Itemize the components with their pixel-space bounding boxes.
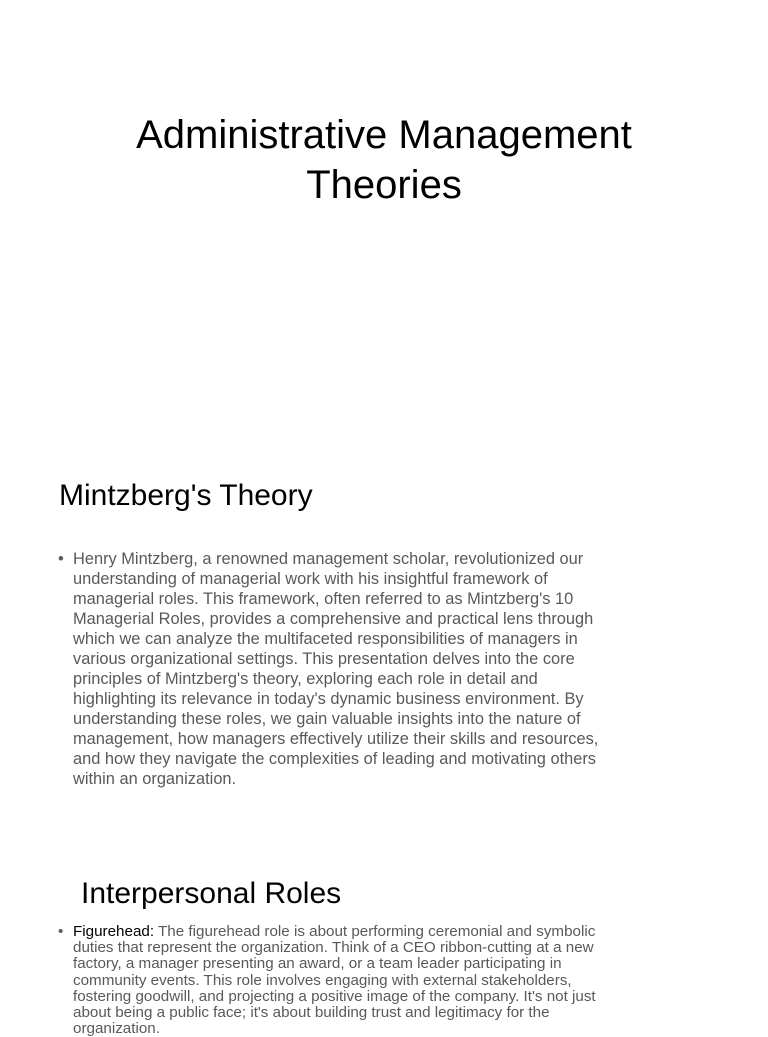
presentation-title: [0, 110, 768, 210]
bullet-line: factory, a manager presenting an award, or a team leader participating in: [73, 955, 562, 973]
bullet-line: and how they navigate the complexities of leading and motivating others: [73, 750, 597, 768]
bullet-text: Henry Mintzberg, a renowned management scholar, revolutionized our: [73, 550, 584, 568]
bullet-line: community events. This role involves engaging with external stakeholders,: [73, 971, 572, 989]
interpersonal-roles-slide: [0, 840, 768, 1037]
role-term: Figurehead:: [73, 923, 155, 940]
slide-heading: Interpersonal Roles: [81, 877, 342, 910]
title-slide: [0, 0, 768, 440]
bullet-list: [56, 924, 716, 1037]
bullet-line: various organizational settings. This presentation delves into the core: [73, 650, 575, 668]
bullet-item: [56, 549, 716, 789]
bullet-line: management, how managers effectively utilize their skills and resources,: [73, 730, 599, 748]
bullet-text: The figurehead role is about performing ceremonial and symbolic: [154, 923, 596, 940]
bullet-line: highlighting its relevance in today's dynamic business environment. By: [73, 690, 584, 708]
bullet-line: within an organization.: [73, 770, 237, 788]
bullet-line: which we can analyze the multifaceted responsibilities of managers in: [73, 630, 578, 648]
bullet-line: principles of Mintzberg's theory, exploring each role in detail and: [73, 670, 538, 688]
bullet-dot-icon: •: [58, 550, 64, 568]
bullet-list: [56, 549, 716, 789]
bullet-line: about being a public face; it's about building trust and legitimacy for the: [73, 1004, 550, 1022]
bullet-line: managerial roles. This framework, often referred to as Mintzberg's 10: [73, 590, 574, 608]
bullet-line: organization.: [73, 1020, 160, 1037]
title-line-1: Administrative Management: [136, 113, 632, 157]
bullet-item: [56, 924, 716, 1037]
bullet-line: [56, 924, 716, 940]
bullet-line: duties that represent the organization. Think of a CEO ribbon-cutting at a new: [73, 939, 594, 957]
bullet-dot-icon: •: [58, 923, 64, 940]
bullet-line: fostering goodwill, and projecting a positive image of the company. It's not just: [73, 987, 596, 1005]
bullet-line: Managerial Roles, provides a comprehensive and practical lens through: [73, 610, 594, 628]
mintzberg-theory-slide: [0, 440, 768, 840]
bullet-line: [56, 549, 716, 569]
bullet-line: understanding of managerial work with his insightful framework of: [73, 570, 548, 588]
slide-heading: Mintzberg's Theory: [59, 479, 313, 512]
bullet-line: understanding these roles, we gain valuable insights into the nature of: [73, 710, 581, 728]
title-line-2: Theories: [306, 163, 462, 207]
